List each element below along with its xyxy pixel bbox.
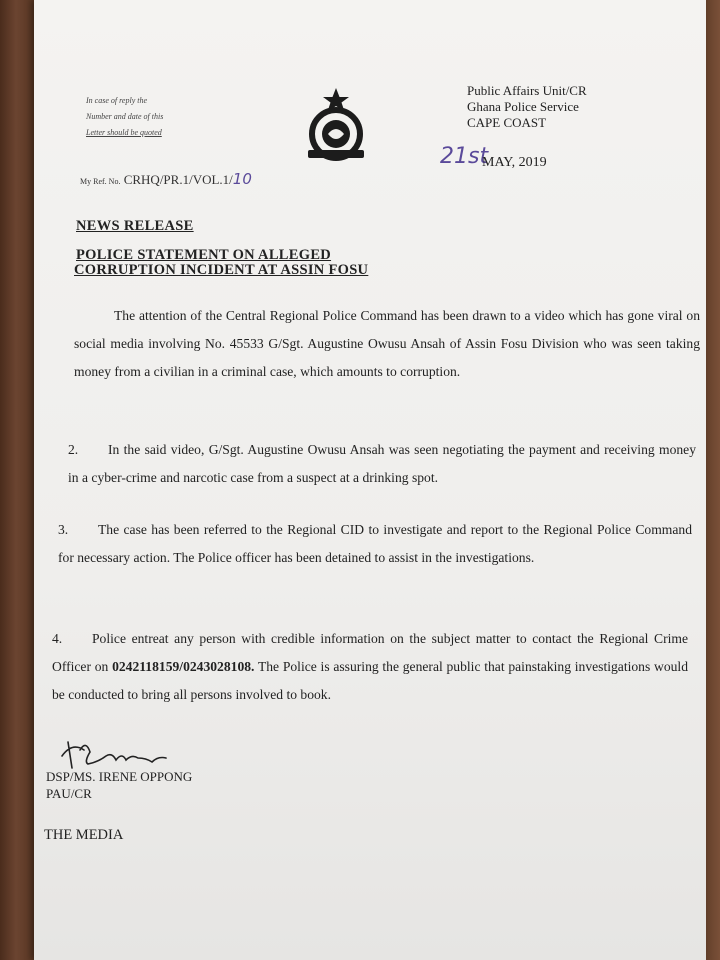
reference-code: CRHQ/PR.1/VOL.1/ [123, 172, 233, 187]
paragraph-text: The Police is assuring the general public that painstaking investigations would be conducted to bring all persons involved to book. [52, 659, 688, 702]
news-release-heading: NEWS RELEASE [76, 218, 194, 234]
address-line: Ghana Police Service [467, 99, 579, 114]
statement-title-line2: CORRUPTION INCIDENT AT ASSIN FOSU [74, 262, 369, 278]
paragraph-text: In the said video, G/Sgt. Augustine Owusu Ansah was seen negotiating the payment and receiving money in a cyber-crime and narcotic case from a suspect at a drinking spot. [68, 442, 696, 485]
paragraph-3 [58, 516, 692, 572]
signatory-name: DSP/MS. IRENE OPPONG [46, 769, 193, 784]
paragraph-number: 3. [58, 522, 69, 537]
address-line: CAPE COAST [467, 115, 547, 130]
paragraph-number: 4. [52, 631, 63, 646]
address-line: Public Affairs Unit/CR [467, 83, 587, 98]
paragraph-1: The attention of the Central Regional Police Command has been drawn to a video which has gone viral on social media involving No. 45533 G/Sgt. Augustine Owusu Ansah of Assin Fosu Division who was seen taking money from a civilian in a criminal case, which amounts to corruption. [74, 308, 700, 379]
contact-phone-numbers: 0242118159/0243028108. [112, 659, 255, 674]
paragraph-text: The case has been referred to the Regional CID to investigate and report to the Regional Police Command for necessary action. The Police officer has been detained to assist in the investigations. [58, 522, 692, 565]
signature-scrawl [54, 732, 204, 772]
handwritten-day: 21st [440, 144, 489, 169]
police-crest-icon [300, 86, 372, 164]
statement-title-line1: POLICE STATEMENT ON ALLEGED [76, 247, 332, 263]
document-page [34, 0, 706, 960]
reference-label: My Ref. No. [80, 177, 121, 186]
paragraph-text: Police entreat any person with credible information on the subject matter to contact the Regional Crime Officer on [52, 631, 688, 674]
signatory-block [46, 768, 192, 802]
signatory-unit: PAU/CR [46, 786, 92, 801]
reply-note-line: Letter should be quoted [86, 128, 162, 137]
paragraph-2 [68, 436, 696, 492]
reply-note [86, 93, 206, 141]
reference-handwritten: 10 [232, 170, 252, 188]
reference-number [80, 170, 360, 188]
reply-note-line: In case of reply the [86, 96, 148, 105]
sender-address [467, 83, 647, 131]
date-line [440, 144, 660, 178]
printed-date: MAY, 2019 [482, 155, 547, 170]
paragraph-number: 2. [68, 442, 79, 457]
recipient: THE MEDIA [44, 827, 124, 843]
reply-note-line: Number and date of this [86, 112, 164, 121]
paragraph-4 [52, 625, 688, 709]
